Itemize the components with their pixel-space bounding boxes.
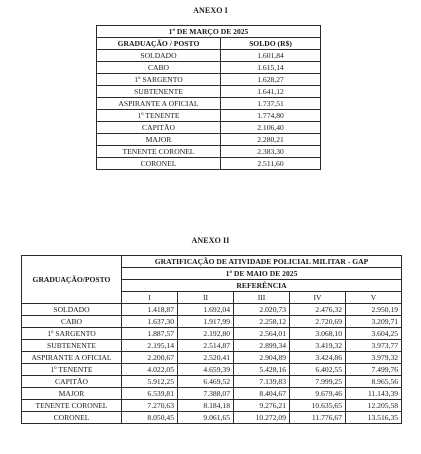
annex1-date: 1º DE MARÇO DE 2025	[97, 26, 321, 38]
annex2-value-cell: 11.143,39	[346, 388, 402, 400]
annex2-value-cell: 8.404,67	[234, 388, 290, 400]
annex1-rank-cell: ASPIRANTE A OFICIAL	[97, 98, 221, 110]
annex2-value-cell: 8.965,56	[346, 376, 402, 388]
annex2-value-cell: 6.402,55	[290, 364, 346, 376]
annex1-row	[97, 134, 321, 146]
annex2-date: 1º DE MAIO DE 2025	[122, 268, 402, 280]
annex2-value-cell: 10.272,09	[234, 412, 290, 424]
annex2-value-cell: 2.904,89	[234, 352, 290, 364]
annex1-row	[97, 110, 321, 122]
annex2-level-header: II	[178, 292, 234, 304]
annex1-salary-cell: 2.280,21	[221, 134, 321, 146]
annex1-row	[97, 74, 321, 86]
annex1-rank-cell: SOLDADO	[97, 50, 221, 62]
annex2-value-cell: 3.424,86	[290, 352, 346, 364]
annex1-rank-cell: 1º TENENTE	[97, 110, 221, 122]
annex2-value-cell: 9.061,65	[178, 412, 234, 424]
annex1-salary-cell: 1.615,14	[221, 62, 321, 74]
annex2-value-cell: 7.499,76	[346, 364, 402, 376]
annex1-rank-cell: CAPITÃO	[97, 122, 221, 134]
annex2-value-cell: 1.917,99	[178, 316, 234, 328]
annex2-value-cell: 3.973,77	[346, 340, 402, 352]
annex1-salary-cell: 2.383,30	[221, 146, 321, 158]
annex1-row	[97, 62, 321, 74]
annex2-row	[22, 388, 402, 400]
annex2-rank-cell: 1º TENENTE	[22, 364, 122, 376]
annex2-value-cell: 3.604,25	[346, 328, 402, 340]
annex2-value-cell: 9.679,46	[290, 388, 346, 400]
annex1-salary-cell: 1.737,51	[221, 98, 321, 110]
annex2-rank-cell: CORONEL	[22, 412, 122, 424]
annex2-value-cell: 2.720,69	[290, 316, 346, 328]
annex1-rank-cell: 1º SARGENTO	[97, 74, 221, 86]
annex2-value-cell: 10.635,65	[290, 400, 346, 412]
annex2-row	[22, 316, 402, 328]
annex2-value-cell: 2.564,01	[234, 328, 290, 340]
annex1-row	[97, 146, 321, 158]
annex2-value-cell: 1.637,30	[122, 316, 178, 328]
annex2-value-cell: 2.200,67	[122, 352, 178, 364]
annex1-rank-cell: TENENTE CORONEL	[97, 146, 221, 158]
annex2-value-cell: 2.514,87	[178, 340, 234, 352]
annex2-value-cell: 2.899,34	[234, 340, 290, 352]
annex2-title: ANEXO II	[191, 236, 230, 245]
annex1-rank-cell: SUBTENENTE	[97, 86, 221, 98]
annex2-value-cell: 3.209,71	[346, 316, 402, 328]
annex1-salary-header: SOLDO (R$)	[221, 38, 321, 50]
annex1-salary-cell: 1.601,84	[221, 50, 321, 62]
annex2-reference-heading: REFERÊNCIA	[122, 280, 402, 292]
annex2-row	[22, 304, 402, 316]
annex2-rank-header: GRADUAÇÃO/POSTO	[22, 256, 122, 304]
annex2-rank-cell: CAPITÃO	[22, 376, 122, 388]
annex2-rank-cell: CABO	[22, 316, 122, 328]
annex2-gap-heading: GRATIFICAÇÃO DE ATIVIDADE POLICIAL MILITAR - GAP	[122, 256, 402, 268]
annex1-salary-cell: 2.106,40	[221, 122, 321, 134]
annex2-row	[22, 400, 402, 412]
annex2-value-cell: 4.659,39	[178, 364, 234, 376]
annex2-level-header: III	[234, 292, 290, 304]
annex1-salary-cell: 1.641,12	[221, 86, 321, 98]
annex2-heading-row-1	[22, 256, 402, 268]
annex2-value-cell: 6.469,52	[178, 376, 234, 388]
annex2-value-cell: 2.195,14	[122, 340, 178, 352]
annex2-value-cell: 7.388,07	[178, 388, 234, 400]
annex2-value-cell: 7.139,83	[234, 376, 290, 388]
annex2-value-cell: 3.979,32	[346, 352, 402, 364]
annex2-value-cell: 9.276,21	[234, 400, 290, 412]
annex1-rank-cell: CABO	[97, 62, 221, 74]
annex1-salary-cell: 1.628,27	[221, 74, 321, 86]
annex2-value-cell: 2.020,73	[234, 304, 290, 316]
annex2-value-cell: 12.205,58	[346, 400, 402, 412]
annex2-row	[22, 328, 402, 340]
annex2-value-cell: 4.022,05	[122, 364, 178, 376]
annex2-value-cell: 3.068,10	[290, 328, 346, 340]
annex2-value-cell: 7.999,25	[290, 376, 346, 388]
annex2-value-cell: 8.184,18	[178, 400, 234, 412]
annex2-rank-cell: 1º SARGENTO	[22, 328, 122, 340]
annex1-date-row	[97, 26, 321, 38]
annex1-row	[97, 158, 321, 170]
annex2-value-cell: 2.192,80	[178, 328, 234, 340]
annex2-row	[22, 340, 402, 352]
annex2-value-cell: 3.419,32	[290, 340, 346, 352]
annex2-value-cell: 5.428,16	[234, 364, 290, 376]
annex2-row	[22, 376, 402, 388]
annex1-row	[97, 86, 321, 98]
annex2-value-cell: 11.776,67	[290, 412, 346, 424]
annex1-rank-cell: MAJOR	[97, 134, 221, 146]
annex2-level-header: I	[122, 292, 178, 304]
annex2-value-cell: 2.950,19	[346, 304, 402, 316]
annex2-value-cell: 2.520,41	[178, 352, 234, 364]
annex1-salary-cell: 1.774,80	[221, 110, 321, 122]
annex1-salary-cell: 2.511,60	[221, 158, 321, 170]
annex2-level-header: IV	[290, 292, 346, 304]
annex1-table	[96, 25, 321, 170]
annex1-rank-header: GRADUAÇÃO / POSTO	[97, 38, 221, 50]
annex2-row	[22, 364, 402, 376]
annex2-value-cell: 8.050,45	[122, 412, 178, 424]
annex1-row	[97, 98, 321, 110]
annex1-header-row	[97, 38, 321, 50]
annex2-value-cell: 2.476,32	[290, 304, 346, 316]
annex2-table	[21, 255, 402, 424]
annex2-rank-cell: TENENTE CORONEL	[22, 400, 122, 412]
annex1-rows	[97, 50, 321, 170]
annex1-rank-cell: CORONEL	[97, 158, 221, 170]
annex1-row	[97, 122, 321, 134]
annex2-rows	[22, 304, 402, 424]
annex1-row	[97, 50, 321, 62]
annex2-row	[22, 352, 402, 364]
annex2-rank-cell: SUBTENENTE	[22, 340, 122, 352]
annex2-value-cell: 5.912,25	[122, 376, 178, 388]
annex2-level-header: V	[346, 292, 402, 304]
annex2-value-cell: 1.418,87	[122, 304, 178, 316]
annex2-value-cell: 6.539,81	[122, 388, 178, 400]
annex2-value-cell: 1.887,57	[122, 328, 178, 340]
annex2-value-cell: 2.258,12	[234, 316, 290, 328]
annex2-rank-cell: SOLDADO	[22, 304, 122, 316]
annex2-rank-cell: MAJOR	[22, 388, 122, 400]
annex2-value-cell: 1.692,04	[178, 304, 234, 316]
annex2-row	[22, 412, 402, 424]
annex2-rank-cell: ASPIRANTE A OFICIAL	[22, 352, 122, 364]
annex1-title: ANEXO I	[193, 6, 228, 15]
annex2-value-cell: 7.270,63	[122, 400, 178, 412]
annex2-value-cell: 13.516,35	[346, 412, 402, 424]
